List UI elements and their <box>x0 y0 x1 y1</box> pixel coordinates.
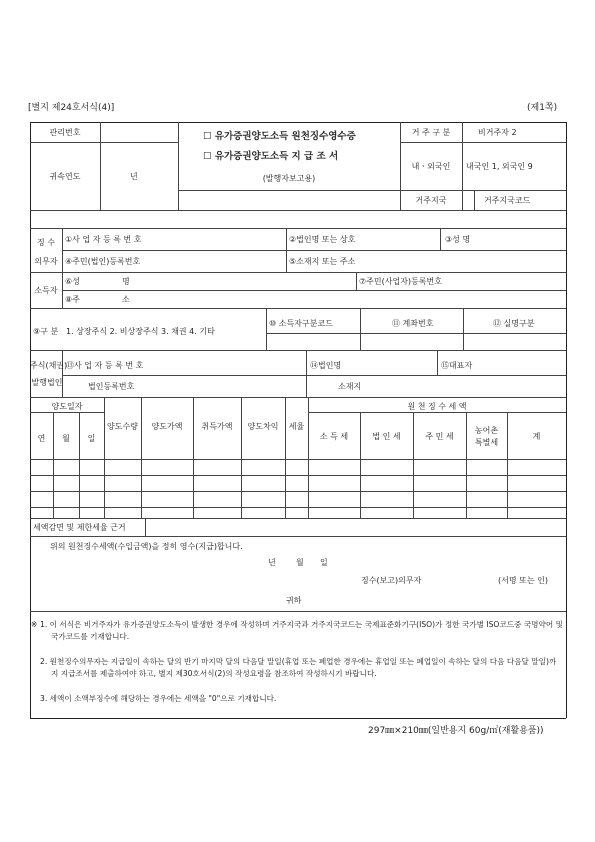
note-2a: 2. 원천징수의무자는 지급일이 속하는 달의 반기 마지막 달의 다음달 말일(휴업 또는 폐업한 경우에는 휴업일 또는 폐업일이 속하는 달의 다음 다음달 말일)까 <box>40 657 557 666</box>
col-income-tax: 소 득 세 <box>319 432 349 441</box>
col-rate: 세율 <box>288 422 305 431</box>
date-month: 월 <box>296 558 304 567</box>
withholder-name-label: ③성 명 <box>445 235 471 244</box>
withholder-label-2: 의무자 <box>34 257 58 266</box>
title-receipt: ☐ 유가증권양도소득 원천징수영수증 <box>203 131 356 142</box>
withholder-label-1: 징 수 <box>37 238 55 247</box>
addressee: 귀하 <box>286 596 302 605</box>
col-corp-tax: 법 인 세 <box>372 432 401 441</box>
confirm-text: 위의 원천징수세액(수입금액)을 정히 영수(지급)합니다. <box>50 542 243 551</box>
date-year: 년 <box>268 558 276 567</box>
account-label: ⑪ 계좌번호 <box>392 319 434 328</box>
col-rural-tax-1: 농어촌 <box>474 426 499 435</box>
page-number: (제1쪽) <box>527 103 558 113</box>
subtitle: (발행자보고용) <box>262 174 316 183</box>
issuer-label-1: 주식(채권) <box>30 361 68 370</box>
earner-id-label: ⑦주민(사업자)등록번호 <box>359 277 442 286</box>
paper-spec: 297㎜×210㎜(일반용지 60g/㎡(재활용품)) <box>368 726 544 736</box>
col-price: 양도가액 <box>151 422 183 431</box>
nationality-value: 내국인 1, 외국인 9 <box>466 162 533 171</box>
earner-addr-word: 소 <box>122 295 130 304</box>
class-options: 1. 상장주식 2. 비상장주식 3. 채권 4. 기타 <box>66 327 215 336</box>
form-id: [별지 제24호서식(4)] <box>28 103 115 113</box>
col-resident-tax: 주 민 세 <box>425 432 454 441</box>
mgmt-no-label: 관리번호 <box>49 128 81 137</box>
withholder-regno-label: ④주민(법인)등록번호 <box>65 257 141 266</box>
class-label: ⑨구 분 <box>33 327 59 336</box>
notes-mark: ※ <box>31 620 38 629</box>
issuer-location-label: 소재지 <box>338 382 362 391</box>
country-code-label: 거주지국코드 <box>484 196 531 205</box>
year-unit: 년 <box>130 172 138 181</box>
col-year: 연 <box>37 434 46 443</box>
col-month: 월 <box>62 434 70 443</box>
note-2b: 지 지급조서를 제출하여야 하고, 별지 제30호서식(2)의 작성요령을 참조하여 작성하시기 바랍니다. <box>51 669 377 678</box>
realname-label: ⑫ 실명구분 <box>493 319 535 328</box>
issuer-rep-label: ⑮대표자 <box>441 361 473 370</box>
col-qty: 양도수량 <box>107 422 138 431</box>
income-code-label: ⑩ 소득자구분코드 <box>269 319 333 328</box>
year-label: 귀속연도 <box>49 172 81 181</box>
note-1a: 1. 이 서식은 비거주자가 유가증권양도소득이 발생한 경우에 작성하며 거주지국과 거주지국코드는 국제표준화기구(ISO)가 정한 국가별 ISO코드중 국명약어 및 <box>40 620 563 629</box>
earner-name-no: ⑥성 <box>65 277 80 286</box>
nationality-label: 내ㆍ외국인 <box>411 162 451 171</box>
earner-label: 소득자 <box>34 286 58 295</box>
earner-name-word: 명 <box>122 277 130 286</box>
reduction-label: 세액감면 및 제한세율 근거 <box>33 523 126 532</box>
col-total: 계 <box>532 432 541 441</box>
signer-label: 징수(보고)의무자 <box>361 576 422 585</box>
residence-value: 비거주자 2 <box>478 128 517 137</box>
title-payment-statement: ☐ 유가증권양도소득 지 급 조 서 <box>203 151 339 162</box>
issuer-corp-label: ⑭법인명 <box>310 361 342 370</box>
issuer-bizno-label: ⑬사 업 자 등 록 번 호 <box>66 361 144 370</box>
col-gain: 양도차익 <box>247 422 279 431</box>
col-transfer-date: 양도일자 <box>51 402 83 411</box>
note-1b: 국가코드를 기재합니다. <box>51 632 130 641</box>
country-label: 거주지국 <box>415 196 447 205</box>
withholder-bizno-label: ①사 업 자 등 록 번 호 <box>65 235 142 244</box>
date-day: 일 <box>320 558 328 567</box>
col-day: 일 <box>87 434 96 443</box>
col-tax-group: 원 천 징 수 세 액 <box>407 402 467 411</box>
col-rural-tax-2: 특별세 <box>474 438 499 447</box>
withholder-corp-label: ②법인명 또는 상호 <box>289 235 356 244</box>
residence-label: 거 주 구 분 <box>411 128 451 137</box>
withholder-address-label: ⑤소재지 또는 주소 <box>289 257 356 266</box>
issuer-corp-reg-label: 법인등록번호 <box>88 382 135 391</box>
issuer-label-2: 발행법인 <box>31 378 63 387</box>
sign-label: (서명 또는 인) <box>498 576 548 585</box>
note-3: 3. 세액이 소액부징수에 해당하는 경우에는 세액을 "0"으로 기재합니다. <box>40 694 277 703</box>
earner-addr-no: ⑧주 <box>65 295 80 304</box>
col-cost: 취득가액 <box>201 422 233 431</box>
